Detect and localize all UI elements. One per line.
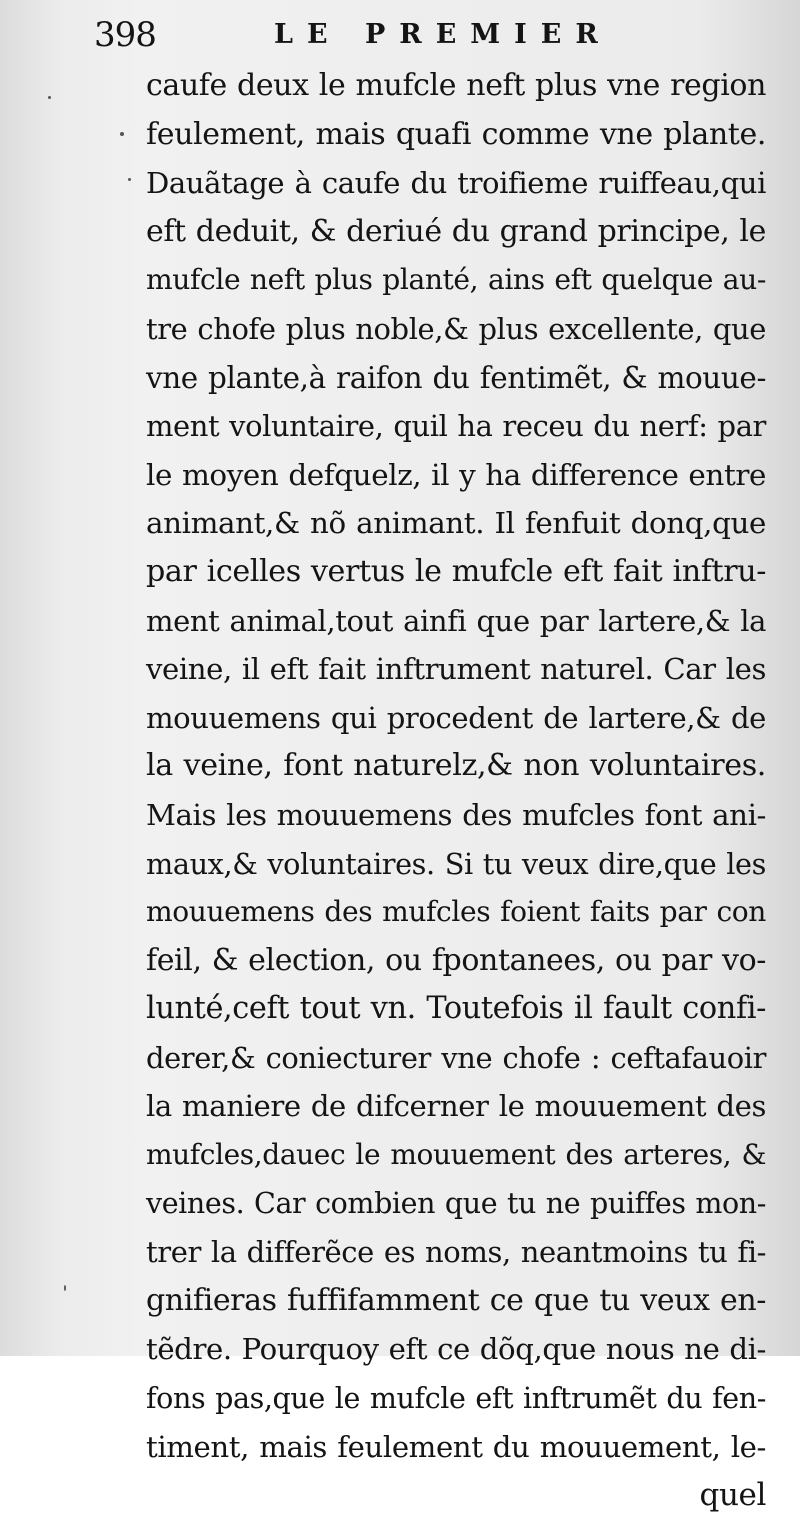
text-line: ment animal,tout ainfi que par lartere,& la [146,603,766,638]
text-line: Dauãtage à caufe du troifieme ruiffeau,qui [146,166,766,201]
text-line: ment voluntaire, quil ha receu du nerf: par [146,409,766,444]
text-line: mouuemens qui procedent de lartere,& de [146,700,766,735]
text-line: par icelles vertus le mufcle eft fait inftru- [146,553,766,589]
text-line: eft deduit, & deriué du grand principe, le [146,213,766,249]
running-head [94,10,654,60]
catchword: quel [699,1477,766,1514]
text-line: caufe deux le mufcle neft plus vne region [146,68,766,103]
text-line: Mais les mouuemens des mufcles font ani- [146,797,766,832]
text-line: la veine, font naturelz,& non voluntaires. [146,748,766,784]
text-line: feulement, mais quafi comme vne plante. [146,116,766,152]
text-line: veines. Car combien que tu ne puiffes mon- [146,1186,766,1220]
ink-speck [64,1285,66,1291]
ink-speck [128,178,131,181]
text-line: veine, il eft fait inftrument naturel. Car les [146,652,766,687]
text-line: feil, & election, ou fpontanees, ou par vo- [146,942,766,978]
text-line: tẽdre. Pourquoy eft ce dõq,que nous ne di- [146,1332,766,1367]
text-line: animant,& nõ animant. Il fenfuit donq,que [146,506,766,541]
page-number: 398 [94,15,156,55]
body-text [146,62,766,1520]
text-line: derer,& coniecturer vne chofe : ceftafauoir [146,1040,766,1075]
text-line: lunté,ceft tout vn. Toutefois il fault confi- [146,991,766,1027]
ink-speck [120,132,124,136]
text-line: vne plante,à raifon du fentimẽt, & mouue- [146,360,766,395]
text-line: timent, mais feulement du mouuement, le- [146,1429,766,1464]
text-line: mufcle neft plus planté, ains eft quelque au- [146,263,766,297]
text-line: mouuemens des mufcles foient faits par con [146,895,766,929]
text-line: le moyen defquelz, il y ha difference entre [146,457,766,492]
text-line: maux,& voluntaires. Si tu veux dire,que les [146,846,766,881]
text-line: tre chofe plus noble,& plus excellente, que [146,311,766,346]
text-line: la maniere de difcerner le mouuement des [146,1089,766,1124]
text-line: trer la differẽce es noms, neantmoins tu fi- [146,1235,766,1270]
ink-speck [48,96,51,99]
text-line: mufcles,dauec le mouuement des arteres, & [146,1138,766,1172]
text-line: gnifieras fuffifamment ce que tu veux en- [146,1282,766,1318]
running-title: LE PREMIER [274,19,612,50]
text-line: fons pas,que le mufcle eft inftrumẽt du fen- [146,1381,766,1416]
